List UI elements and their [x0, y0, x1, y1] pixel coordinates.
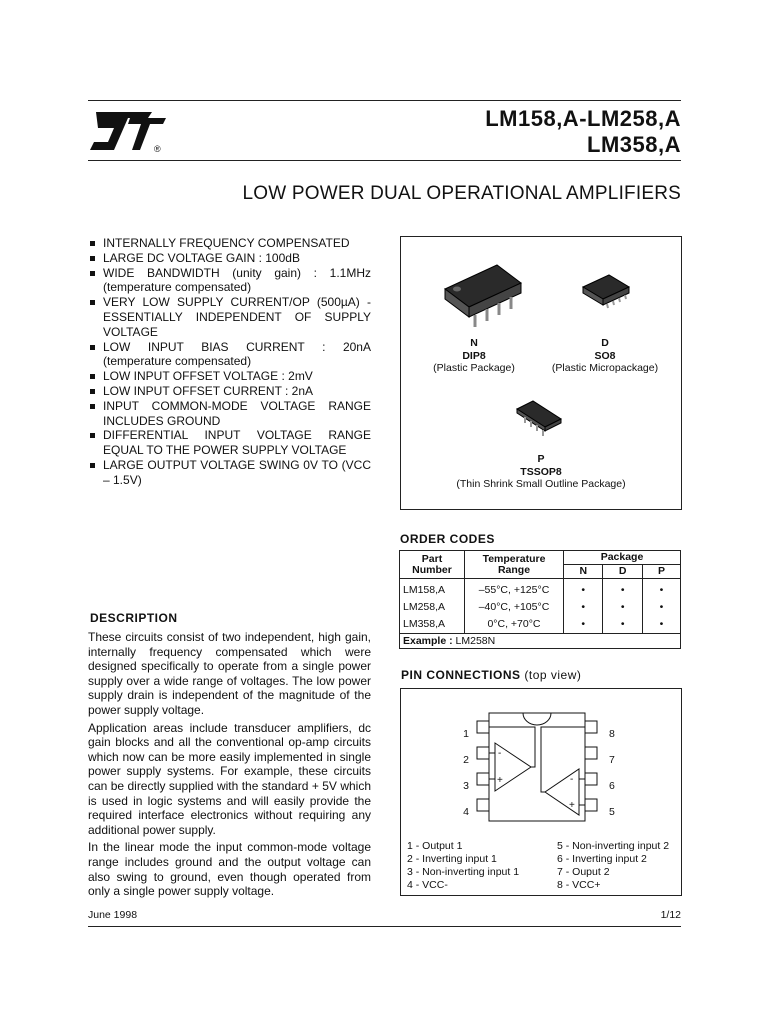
feature-item: LOW INPUT OFFSET VOLTAGE : 2mV [88, 369, 371, 384]
footer-rule [88, 926, 681, 927]
pin-number: 4 [463, 806, 469, 818]
header-package: Package [564, 551, 681, 565]
example-value: LM258N [455, 635, 496, 647]
feature-item: LOW INPUT BIAS CURRENT : 20nA (temperature compensated) [88, 340, 371, 370]
cell-mark: • [564, 616, 603, 634]
package-p-label [401, 453, 681, 491]
package-d-desc: (Plastic Micropackage) [551, 362, 659, 374]
description-text [88, 630, 371, 902]
package-d-label [547, 337, 663, 375]
package-p-name: TSSOP8 [520, 465, 562, 478]
cell-temp: –55°C, +125°C [465, 579, 564, 600]
package-n-code: N [470, 337, 478, 349]
feature-item: INPUT COMMON-MODE VOLTAGE RANGE INCLUDES GROUND [88, 399, 371, 429]
pin-list-right [557, 840, 669, 892]
order-codes-title: ORDER CODES [400, 532, 495, 546]
cell-mark: • [564, 599, 603, 616]
table-header-row [400, 551, 681, 565]
header-package-n: N [564, 565, 603, 579]
pin-number: 1 [463, 728, 469, 740]
feature-item: INTERNALLY FREQUENCY COMPENSATED [88, 236, 371, 251]
table-row [400, 579, 681, 600]
cell-part: LM158,A [400, 579, 465, 600]
example-cell [400, 634, 681, 649]
cell-mark: • [603, 599, 642, 616]
feature-item: DIFFERENTIAL INPUT VOLTAGE RANGE EQUAL TO THE POWER SUPPLY VOLTAGE [88, 428, 371, 458]
feature-item: LARGE DC VOLTAGE GAIN : 100dB [88, 251, 371, 266]
pin-connections-view: (top view) [524, 668, 582, 682]
pin-number: 3 [463, 780, 469, 792]
description-paragraph: Application areas include transducer amplifiers, dc gain blocks and all the conventional op-amp circuits which now can be more easily implemented in single power supply systems. For example, these circuits can be directly supplied with the standard + 5V which is used in logic systems and will easily provide the required interface electronics without requiring any additional power supply. [88, 720, 371, 837]
feature-item: LARGE OUTPUT VOLTAGE SWING 0V TO (VCC – 1.5V) [88, 458, 371, 488]
dip8-package-image [439, 259, 529, 329]
description-title: DESCRIPTION [90, 611, 178, 625]
feature-item: WIDE BANDWIDTH (unity gain) : 1.1MHz (temperature compensated) [88, 266, 371, 296]
svg-text:+: + [497, 775, 503, 786]
pin-diagram [457, 707, 617, 827]
pin-desc: 5 - Non-inverting input 2 [557, 840, 670, 852]
example-row [400, 634, 681, 649]
pin-connections-heading [401, 668, 581, 682]
right-pin-numbers [609, 721, 615, 825]
svg-text:-: - [498, 748, 502, 759]
table-row [400, 616, 681, 634]
registered-mark: ® [154, 144, 161, 154]
cell-mark: • [642, 599, 680, 616]
cell-part: LM258,A [400, 599, 465, 616]
package-p-desc: (Thin Shrink Small Outline Package) [456, 478, 626, 490]
pin-desc: 7 - Ouput 2 [557, 866, 610, 878]
header-rule [88, 160, 681, 161]
pin-number: 7 [609, 754, 615, 766]
so8-package-image [579, 271, 635, 311]
part-number-line-2: LM358,A [587, 132, 681, 157]
header-part-number: Part Number [400, 551, 465, 579]
pin-desc: 8 - VCC+ [557, 879, 601, 891]
cell-mark: • [603, 616, 642, 634]
header-package-p: P [642, 565, 680, 579]
part-number-line-1: LM158,A-LM258,A [485, 106, 681, 131]
example-label: Example : [403, 635, 453, 647]
package-p-code: P [537, 453, 545, 465]
pin-desc: 2 - Inverting input 1 [407, 853, 497, 865]
top-rule [88, 100, 681, 101]
package-n-desc: (Plastic Package) [433, 362, 515, 374]
document-subtitle: LOW POWER DUAL OPERATIONAL AMPLIFIERS [242, 183, 681, 204]
cell-part: LM358,A [400, 616, 465, 634]
pin-number: 6 [609, 780, 615, 792]
pin-desc: 1 - Output 1 [407, 840, 463, 852]
pin-connections-box [400, 688, 682, 896]
pin-number: 5 [609, 806, 615, 818]
cell-mark: • [642, 616, 680, 634]
pin-desc: 4 - VCC- [407, 879, 448, 891]
cell-mark: • [642, 579, 680, 600]
package-n-label [419, 337, 529, 375]
pin-desc: 6 - Inverting input 2 [557, 853, 647, 865]
cell-mark: • [603, 579, 642, 600]
package-d-name: SO8 [594, 349, 616, 362]
pin-desc: 3 - Non-inverting input 1 [407, 866, 520, 878]
package-d-code: D [601, 337, 609, 349]
package-box [400, 236, 682, 510]
st-logo [88, 104, 170, 156]
tssop8-package-image [513, 397, 565, 443]
svg-text:+: + [569, 800, 575, 811]
cell-temp: 0°C, +70°C [465, 616, 564, 634]
cell-mark: • [564, 579, 603, 600]
table-row [400, 599, 681, 616]
order-codes-table [399, 550, 681, 649]
pin-number: 2 [463, 754, 469, 766]
description-paragraph: These circuits consist of two independent, high gain, internally frequency compensated which were designed specifically to operate from a single power supply over a wide range of voltages. The low power supply drain is independent of the magnitude of the power supply voltage. [88, 630, 371, 717]
pin-number: 8 [609, 728, 615, 740]
cell-temp: –40°C, +105°C [465, 599, 564, 616]
pin-connections-title: PIN CONNECTIONS [401, 668, 521, 682]
feature-item: LOW INPUT OFFSET CURRENT : 2nA [88, 384, 371, 399]
footer-date: June 1998 [88, 909, 138, 921]
feature-list [88, 236, 371, 488]
left-pin-numbers [457, 721, 469, 825]
header-temperature-range: Temperature Range [465, 551, 564, 579]
footer-page: 1/12 [660, 909, 681, 921]
description-paragraph: In the linear mode the input common-mode voltage range includes ground and the output voltage can also swing to ground, even though operated from only a single power supply voltage. [88, 840, 371, 899]
package-n-name: DIP8 [462, 349, 486, 362]
pin-list-left [407, 840, 519, 892]
feature-item: VERY LOW SUPPLY CURRENT/OP (500µA) - ESSENTIALLY INDEPENDENT OF SUPPLY VOLTAGE [88, 295, 371, 339]
svg-text:-: - [570, 774, 574, 785]
header-package-d: D [603, 565, 642, 579]
